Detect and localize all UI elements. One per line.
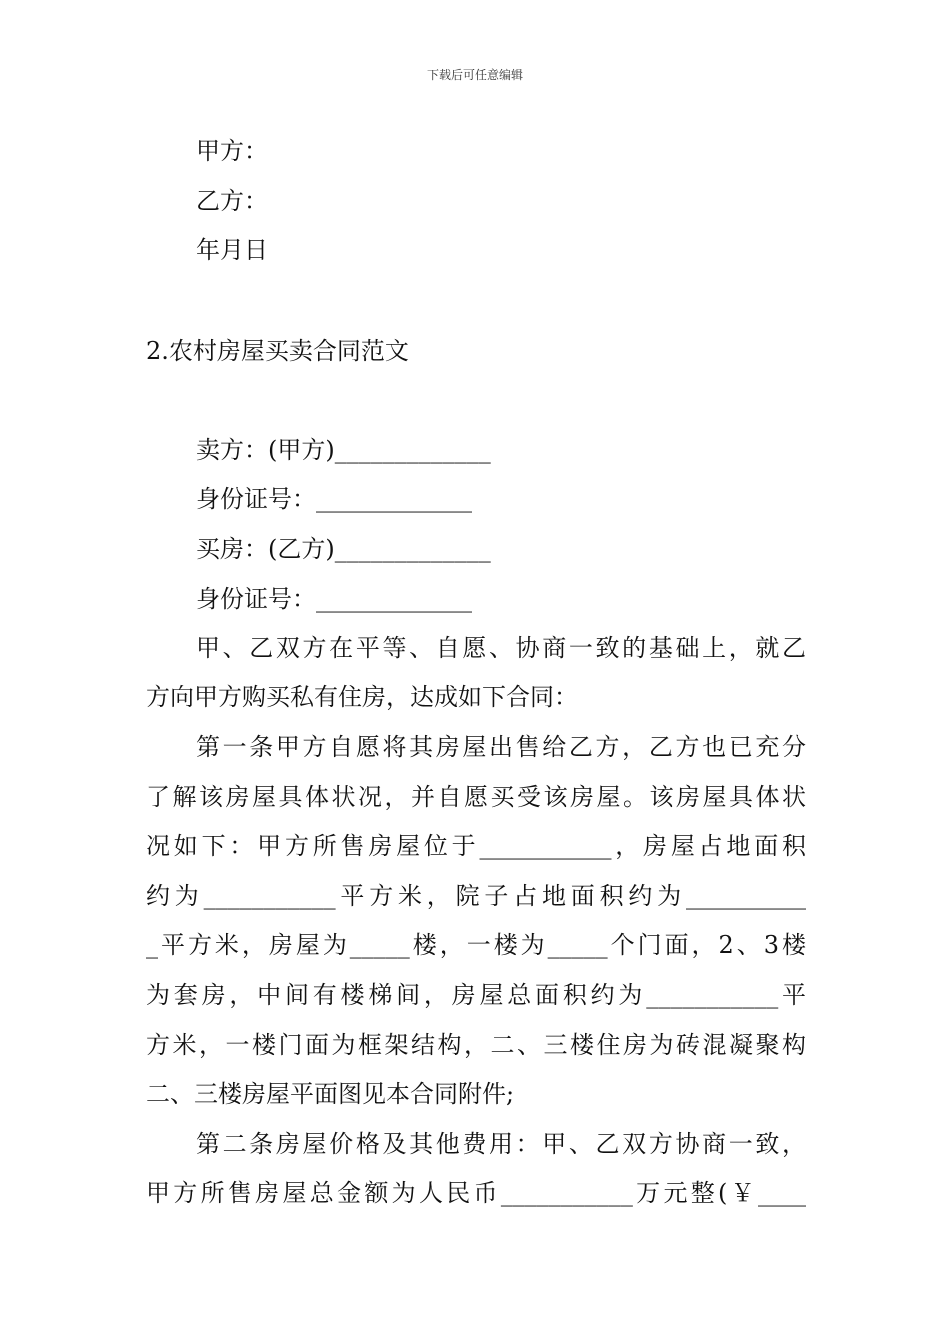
body-line: 约为___________平方米，院子占地面积约为__________ [146,882,806,910]
seller-id-line: 身份证号：_____________ [196,485,472,513]
buyer-id-line: 身份证号：_____________ [196,585,472,613]
body-line: 第一条甲方自愿将其房屋出售给乙方，乙方也已充分 [196,733,806,761]
body-line: 甲方所售房屋总金额为人民币___________万元整(￥____ [146,1179,806,1207]
body-line: 况如下：甲方所售房屋位于___________，房屋占地面积 [146,832,806,860]
body-line: 了解该房屋具体状况，并自愿买受该房屋。该房屋具体状 [146,783,806,811]
body-line: 方向甲方购买私有住房，达成如下合同： [146,683,578,711]
body-line: 第二条房屋价格及其他费用：甲、乙双方协商一致， [196,1130,806,1158]
section-title: 2.农村房屋买卖合同范文 [146,337,409,365]
body-line: 甲、乙双方在平等、自愿、协商一致的基础上，就乙 [196,634,806,662]
buyer-line: 买房：(乙方)_____________ [196,535,491,563]
body-line: 方米，一楼门面为框架结构，二、三楼住房为砖混凝聚构 [146,1031,806,1059]
page-header: 下载后可任意编辑 [426,68,523,82]
signature-party-b: 乙方： [196,187,268,215]
seller-line: 卖方：(甲方)_____________ [196,436,491,464]
body-line: _平方米，房屋为_____楼，一楼为_____个门面，2、3楼 [146,931,806,959]
signature-date: 年月日 [196,236,268,264]
body-line: 二、三楼房屋平面图见本合同附件; [146,1080,515,1108]
body-line: 为套房，中间有楼梯间，房屋总面积约为___________平 [146,981,806,1009]
signature-party-a: 甲方： [196,137,268,165]
